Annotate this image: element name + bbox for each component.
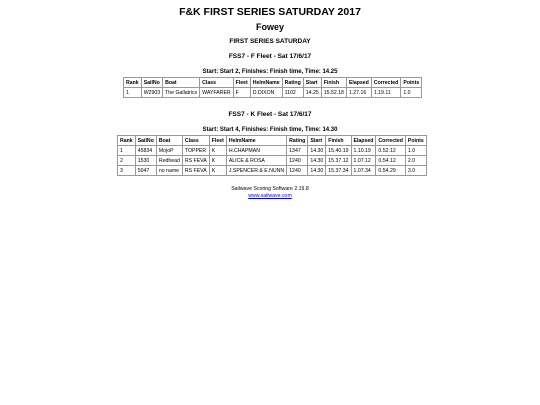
column-header: Corrected: [371, 78, 401, 88]
sailwave-link[interactable]: www.sailwave.com: [248, 193, 292, 199]
table-cell: ALICE & ROSA: [226, 156, 286, 166]
race-k-heading: FSS7 - K Fleet - Sat 17/6/17: [228, 111, 312, 118]
table-cell: 0.54.12: [376, 156, 406, 166]
table-cell: 1.07.12: [351, 156, 376, 166]
series-name: FIRST SERIES SATURDAY: [229, 38, 311, 45]
table-cell: 3.0: [405, 166, 426, 176]
column-header: Finish: [321, 78, 346, 88]
page-title: F&K FIRST SERIES SATURDAY 2017: [179, 6, 361, 18]
table-cell: 0.54.29: [376, 166, 406, 176]
column-header: Rank: [124, 78, 142, 88]
table-cell: 45834: [135, 146, 156, 156]
table-cell: K: [209, 166, 226, 176]
table-row: [118, 166, 427, 176]
column-header: HelmName: [250, 78, 282, 88]
column-header: Rating: [287, 136, 308, 146]
column-header: Boat: [163, 78, 200, 88]
table-row: [124, 88, 422, 98]
table-row: [118, 146, 427, 156]
venue-name: Fowey: [255, 22, 284, 32]
table-cell: 14.30: [308, 156, 326, 166]
table-cell: 15.37.34: [326, 166, 351, 176]
table-cell: 1.0: [401, 88, 422, 98]
table-cell: RS FEVA: [182, 166, 209, 176]
race-f-heading: FSS7 - F Fleet - Sat 17/6/17: [228, 53, 312, 60]
table-cell: 14.25: [303, 88, 321, 98]
table-cell: 1.07.34: [351, 166, 376, 176]
table-cell: Redhead: [156, 156, 182, 166]
table-cell: 1.10.19: [351, 146, 376, 156]
table-cell: The Gallatrics: [163, 88, 200, 98]
table-cell: 15.37.12: [326, 156, 351, 166]
table-cell: 1240: [287, 166, 308, 176]
table-cell: 14.30: [308, 166, 326, 176]
race-f-results-table: [123, 77, 422, 98]
column-header: Elapsed: [346, 78, 371, 88]
column-header: Finish: [326, 136, 351, 146]
column-header: Corrected: [376, 136, 406, 146]
column-header: Rank: [118, 136, 136, 146]
table-cell: J.SPENCER & E.NUNN: [226, 166, 286, 176]
table-cell: H.CHAPMAN: [226, 146, 286, 156]
table-cell: 0.52.12: [376, 146, 406, 156]
table-cell: WAYFARER: [200, 88, 234, 98]
table-cell: 2.0: [405, 156, 426, 166]
column-header: SailNo: [135, 136, 156, 146]
table-cell: 1102: [282, 88, 303, 98]
table-cell: W2903: [141, 88, 162, 98]
table-cell: 14.30: [308, 146, 326, 156]
table-cell: 1240: [287, 156, 308, 166]
table-cell: 15.52.18: [321, 88, 346, 98]
race-k-results-table: [117, 135, 427, 176]
table-cell: 1: [124, 88, 142, 98]
table-cell: 1.0: [405, 146, 426, 156]
software-credit: Sailwave Scoring Software 2.19.8: [231, 186, 309, 192]
column-header: Elapsed: [351, 136, 376, 146]
table-cell: 1347: [287, 146, 308, 156]
column-header: Points: [405, 136, 426, 146]
table-cell: MojoP: [156, 146, 182, 156]
table-cell: no name: [156, 166, 182, 176]
column-header: Class: [182, 136, 209, 146]
column-header: Start: [308, 136, 326, 146]
table-header-row: [118, 136, 427, 146]
table-cell: 1.27.16: [346, 88, 371, 98]
table-header-row: [124, 78, 422, 88]
column-header: Start: [303, 78, 321, 88]
column-header: SailNo: [141, 78, 162, 88]
table-cell: 15.40.19: [326, 146, 351, 156]
table-cell: 2: [118, 156, 136, 166]
table-cell: 1530: [135, 156, 156, 166]
table-cell: 5047: [135, 166, 156, 176]
table-cell: 1.19.11: [371, 88, 401, 98]
column-header: Boat: [156, 136, 182, 146]
table-cell: F: [233, 88, 250, 98]
column-header: HelmName: [226, 136, 286, 146]
table-cell: D.DIXON: [250, 88, 282, 98]
table-cell: K: [209, 156, 226, 166]
table-row: [118, 156, 427, 166]
table-cell: RS FEVA: [182, 156, 209, 166]
column-header: Fleet: [209, 136, 226, 146]
table-cell: K: [209, 146, 226, 156]
column-header: Rating: [282, 78, 303, 88]
column-header: Points: [401, 78, 422, 88]
table-cell: 3: [118, 166, 136, 176]
table-cell: 1: [118, 146, 136, 156]
race-k-start-info: Start: Start 4, Finishes: Finish time, Time: 14.30: [202, 127, 338, 133]
table-cell: TOPPER: [182, 146, 209, 156]
column-header: Class: [200, 78, 234, 88]
footer: [0, 186, 540, 200]
column-header: Fleet: [233, 78, 250, 88]
race-f-start-info: Start: Start 2, Finishes: Finish time, Time: 14.25: [202, 69, 338, 75]
